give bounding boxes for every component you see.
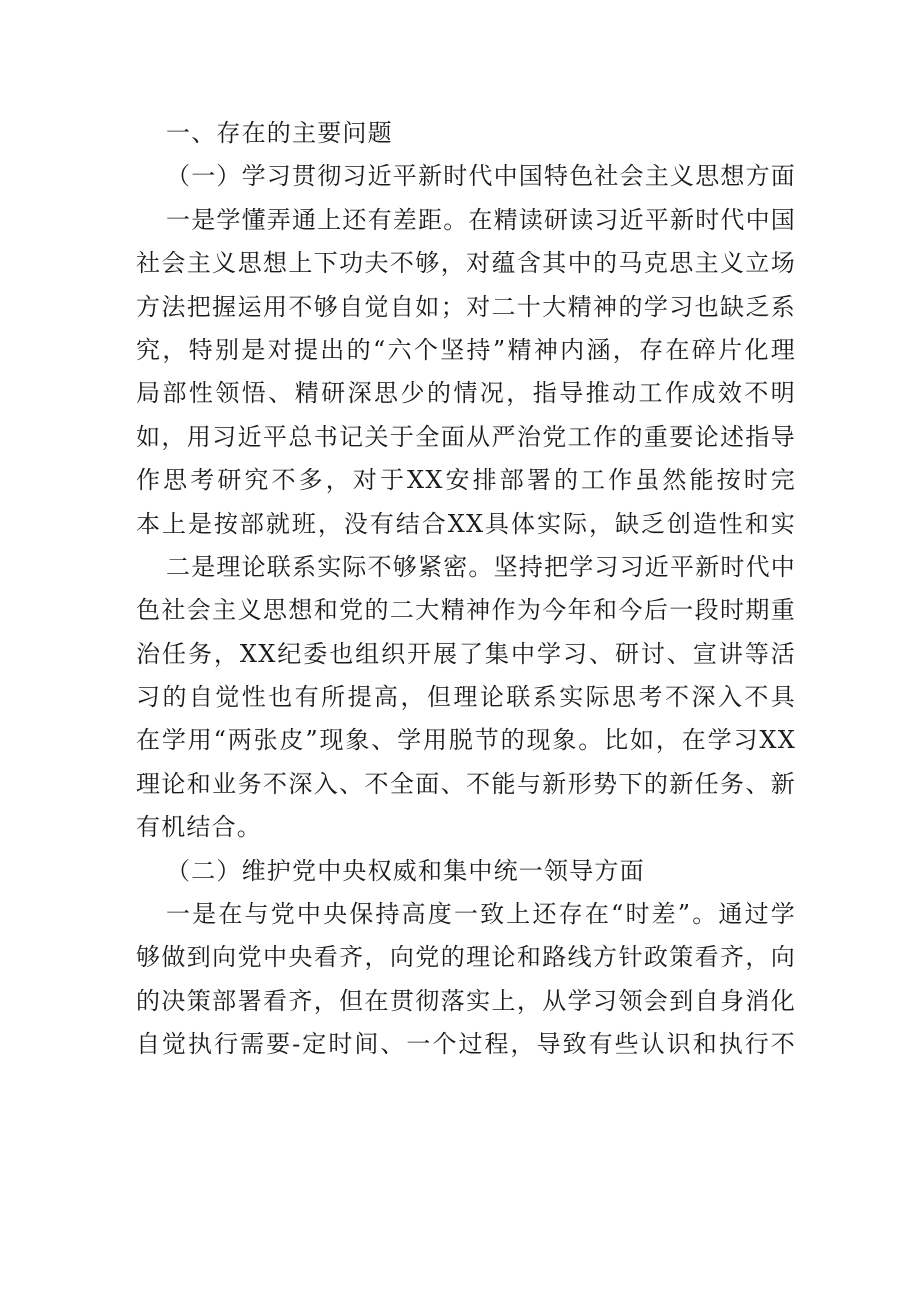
paragraph-line: 习的自觉性也有所提高，但理论联系实际思考不深入不具 (136, 683, 796, 712)
paragraph-line: 局部性领悟、精研深思少的情况，指导推动工作成效不明 (136, 379, 796, 408)
paragraph-line: 的决策部署看齐，但在贯彻落实上，从学习领会到自身消化 (136, 986, 796, 1015)
subsection-heading: （二）维护党中央权威和集中统一领导方面 (166, 856, 645, 885)
paragraph-line: 一是学懂弄通上还有差距。在精读研读习近平新时代中国 (166, 205, 796, 234)
paragraph-line: 治任务，XX纪委也组织开展了集中学习、研讨、宣讲等活 (136, 639, 796, 668)
subsection-heading: （一）学习贯彻习近平新时代中国特色社会主义思想方面 (166, 162, 796, 191)
paragraph-line: 作思考研究不多，对于XX安排部署的工作虽然能按时完 (136, 466, 796, 495)
paragraph-line: 究，特别是对提出的“六个坚持”精神内涵，存在碎片化理 (136, 335, 796, 364)
paragraph-line: 如，用习近平总书记关于全面从严治党工作的重要论述指导 (136, 422, 796, 451)
paragraph-line: 一是在与党中央保持高度一致上还存在“时差”。通过学 (166, 900, 796, 929)
paragraph-line: 社会主义思想上下功夫不够，对蕴含其中的马克思主义立场 (136, 249, 796, 278)
document-body (136, 112, 796, 1067)
paragraph-line: 理论和业务不深入、不全面、不能与新形势下的新任务、新 (136, 769, 796, 798)
paragraph-line: 在学用“两张皮”现象、学用脱节的现象。比如，在学习XX (136, 726, 796, 755)
paragraph-line: 色社会主义思想和党的二大精神作为今年和今后一段时期重 (136, 596, 796, 625)
paragraph-line: 自觉执行需要-定时间、一个过程，导致有些认识和执行不 (136, 1030, 796, 1059)
paragraph-line: 本上是按部就班，没有结合XX具体实际，缺乏创造性和实 (136, 509, 796, 538)
paragraph-line: 够做到向党中央看齐，向党的理论和路线方针政策看齐，向 (136, 943, 796, 972)
paragraph-line: 二是理论联系实际不够紧密。坚持把学习习近平新时代中 (166, 552, 796, 581)
paragraph-line: 有机结合。 (136, 813, 262, 842)
section-heading: 一、存在的主要问题 (166, 119, 393, 147)
paragraph-line: 方法把握运用不够自觉自如；对二十大精神的学习也缺乏系 (136, 292, 796, 321)
